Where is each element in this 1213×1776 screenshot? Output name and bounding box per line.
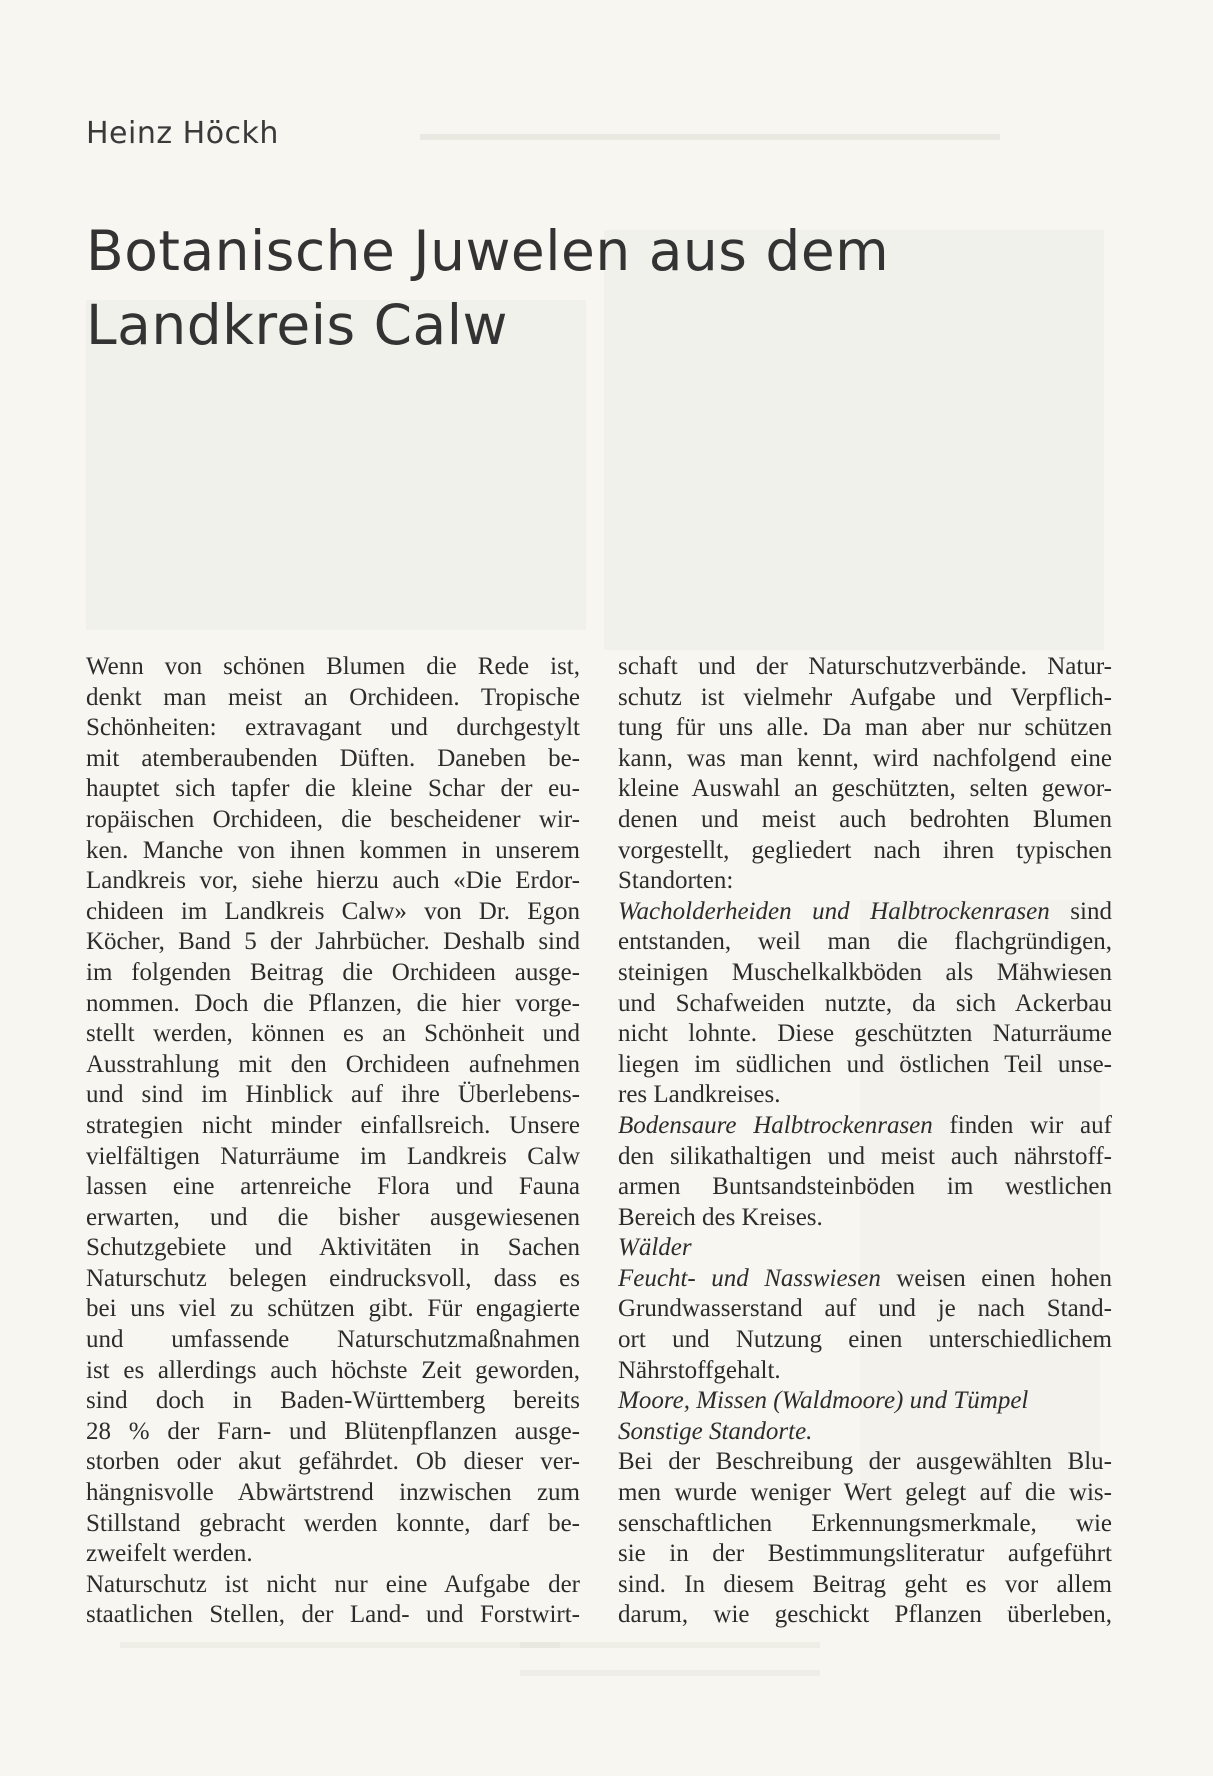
line-text: schutz ist vielmehr Aufgabe und Verpflich- (618, 683, 1112, 711)
line-text: ropäischen Orchideen, die bescheidener wir- (86, 805, 580, 833)
text-line (618, 774, 1112, 805)
text-line (618, 989, 1112, 1020)
line-text: Naturschutz ist nicht nur eine Aufgabe der (86, 1570, 580, 1598)
body-column-right (618, 652, 1112, 1631)
text-line (86, 1019, 580, 1050)
line-text: Naturschutz belegen eindrucksvoll, dass es (86, 1264, 580, 1292)
line-text: steinigen Muschelkalkböden als Mähwiesen (618, 958, 1112, 986)
text-line (618, 836, 1112, 867)
text-line (618, 1172, 1112, 1203)
text-line (86, 836, 580, 867)
title-line: Landkreis Calw (86, 293, 508, 357)
line-text: im folgenden Beitrag die Orchideen ausge- (86, 958, 580, 986)
text-line (618, 1417, 1112, 1448)
italic-heading: Wälder (618, 1234, 692, 1262)
text-line (86, 1080, 580, 1111)
line-text: Bereich des Kreises. (618, 1203, 823, 1231)
line-text: res Landkreises. (618, 1081, 781, 1109)
line-text: staatlichen Stellen, der Land- und Forstwirt- (86, 1601, 580, 1629)
article-title (86, 214, 986, 362)
line-text: senschaftlichen Erkennungsmerkmale, wie (618, 1509, 1112, 1537)
text-line (86, 1417, 580, 1448)
line-text: kleine Auswahl an geschützten, selten gewor- (618, 775, 1112, 803)
line-text: und umfassende Naturschutzmaßnahmen (86, 1326, 580, 1354)
show-through-header-line (420, 134, 1000, 140)
line-text: Schutzgebiete und Aktivitäten in Sachen (86, 1234, 580, 1262)
text-line (86, 1386, 580, 1417)
line-text: nommen. Doch die Pflanzen, die hier vorge- (86, 989, 580, 1017)
line-text: vielfältigen Naturräume im Landkreis Calw (86, 1142, 580, 1170)
line-text: den silikathaltigen und meist auch nährstoff- (618, 1142, 1112, 1170)
line-text: Ausstrahlung mit den Orchideen aufnehmen (86, 1050, 580, 1078)
text-line (86, 1294, 580, 1325)
line-text: darum, wie geschickt Pflanzen überleben, (618, 1601, 1112, 1629)
text-line (618, 1478, 1112, 1509)
text-line (618, 1080, 1112, 1111)
text-line (618, 652, 1112, 683)
text-line (618, 713, 1112, 744)
text-line (86, 897, 580, 928)
line-text: lassen eine artenreiche Flora und Fauna (86, 1173, 580, 1201)
line-text: und sind im Hinblick auf ihre Überlebens- (86, 1081, 580, 1109)
line-text: sind (1049, 897, 1112, 925)
text-line (86, 1447, 580, 1478)
line-text: 28 % der Farn- und Blütenpflanzen ausge- (86, 1417, 580, 1445)
author-name: Heinz Höckh (86, 116, 279, 151)
text-line (86, 989, 580, 1020)
text-line (618, 1600, 1112, 1631)
line-text: finden wir auf (932, 1111, 1112, 1139)
text-line (618, 927, 1112, 958)
text-line (86, 1325, 580, 1356)
text-line (618, 683, 1112, 714)
text-line (618, 1264, 1112, 1295)
line-text: sie in der Bestimmungsliteratur aufgeführt (618, 1540, 1112, 1568)
line-text: entstanden, weil man die flachgründigen, (618, 928, 1112, 956)
italic-heading: Moore, Missen (Waldmoore) und Tümpel (618, 1387, 1029, 1415)
line-text: denen und meist auch bedrohten Blumen (618, 805, 1112, 833)
line-text: ort und Nutzung einen unterschiedlichem (618, 1326, 1112, 1354)
show-through-caption-2 (520, 1642, 820, 1648)
text-line (618, 897, 1112, 928)
line-text: Landkreis vor, siehe hierzu auch «Die Erdor- (86, 867, 580, 895)
text-line (618, 1050, 1112, 1081)
text-line (86, 1570, 580, 1601)
line-text: stellt werden, können es an Schönheit und (86, 1020, 580, 1048)
line-text: liegen im südlichen und östlichen Teil unse- (618, 1050, 1112, 1078)
text-line (618, 805, 1112, 836)
show-through-caption-3 (520, 1670, 820, 1676)
line-text: storben oder akut gefährdet. Ob dieser ver- (86, 1448, 580, 1476)
line-text: Wenn von schönen Blumen die Rede ist, (86, 653, 580, 680)
text-line (86, 1600, 580, 1631)
line-text: Grundwasserstand auf und je nach Stand- (618, 1295, 1112, 1323)
text-line (618, 1142, 1112, 1173)
text-line (86, 683, 580, 714)
text-line (618, 1386, 1112, 1417)
text-line (86, 1172, 580, 1203)
text-line (86, 927, 580, 958)
text-line (618, 1294, 1112, 1325)
text-line (618, 1019, 1112, 1050)
italic-heading: Bodensaure Halbtrockenrasen (618, 1111, 933, 1139)
text-line (86, 1264, 580, 1295)
line-text: ken. Manche von ihnen kommen in unserem (86, 836, 580, 864)
italic-heading: Feucht- und Nasswiesen (618, 1264, 881, 1292)
text-line (86, 1539, 580, 1570)
text-line (86, 1142, 580, 1173)
line-text: sind. In diesem Beitrag geht es vor allem (618, 1570, 1112, 1598)
text-line (86, 1356, 580, 1387)
line-text: sind doch in Baden-Württemberg bereits (86, 1387, 580, 1415)
line-text: erwarten, und die bisher ausgewiesenen (86, 1203, 580, 1231)
italic-heading: Sonstige Standorte. (618, 1417, 813, 1445)
line-text: chideen im Landkreis Calw» von Dr. Egon (86, 897, 580, 925)
text-line (618, 1570, 1112, 1601)
line-text: hauptet sich tapfer die kleine Schar der eu- (86, 775, 580, 803)
text-line (618, 1203, 1112, 1234)
body-column-left (86, 652, 580, 1631)
text-line (86, 713, 580, 744)
line-text: bei uns viel zu schützen gibt. Für engagierte (86, 1295, 580, 1323)
line-text: kann, was man kennt, wird nachfolgend eine (618, 744, 1112, 772)
line-text: weisen einen hohen (880, 1264, 1112, 1292)
text-line (618, 866, 1112, 897)
text-line (618, 1325, 1112, 1356)
text-line (86, 866, 580, 897)
line-text: tung für uns alle. Da man aber nur schützen (618, 714, 1112, 742)
line-text: Schönheiten: extravagant und durchgestylt (86, 714, 580, 742)
line-text: armen Buntsandsteinböden im westlichen (618, 1173, 1112, 1201)
line-text: zweifelt werden. (86, 1540, 253, 1568)
show-through-caption-1 (120, 1642, 560, 1648)
line-text: nicht lohnte. Diese geschützten Naturräume (618, 1020, 1112, 1048)
text-line (86, 774, 580, 805)
line-text: Köcher, Band 5 der Jahrbücher. Deshalb sind (86, 928, 580, 956)
line-text: Stillstand gebracht werden konnte, darf be- (86, 1509, 580, 1537)
line-text: Bei der Beschreibung der ausgewählten Blu- (618, 1448, 1112, 1476)
text-line (618, 1509, 1112, 1540)
text-line (86, 652, 580, 683)
text-line (86, 1111, 580, 1142)
text-line (86, 805, 580, 836)
line-text: und Schafweiden nutzte, da sich Ackerbau (618, 989, 1112, 1017)
text-line (86, 1233, 580, 1264)
line-text: denkt man meist an Orchideen. Tropische (86, 683, 580, 711)
title-line: Botanische Juwelen aus dem (86, 219, 890, 283)
line-text: Nährstoffgehalt. (618, 1356, 781, 1384)
line-text: strategien nicht minder einfallsreich. Unsere (86, 1111, 580, 1139)
line-text: hängnisvolle Abwärtstrend inzwischen zum (86, 1479, 580, 1507)
text-line (618, 1539, 1112, 1570)
line-text: vorgestellt, gegliedert nach ihren typischen (618, 836, 1112, 864)
text-line (618, 1111, 1112, 1142)
text-line (618, 1356, 1112, 1387)
text-line (618, 958, 1112, 989)
line-text: Standorten: (618, 867, 734, 895)
italic-heading: Wacholderheiden und Halbtrockenrasen (618, 897, 1050, 925)
text-line (618, 1233, 1112, 1264)
text-line (86, 958, 580, 989)
text-line (86, 744, 580, 775)
line-text: men wurde weniger Wert gelegt auf die wis- (618, 1479, 1112, 1507)
text-line (86, 1478, 580, 1509)
line-text: schaft und der Naturschutzverbände. Natur- (618, 653, 1112, 680)
text-line (86, 1509, 580, 1540)
line-text: ist es allerdings auch höchste Zeit geworden, (86, 1356, 580, 1384)
text-line (86, 1203, 580, 1234)
text-line (86, 1050, 580, 1081)
line-text: mit atemberaubenden Düften. Daneben be- (86, 744, 580, 772)
text-line (618, 1447, 1112, 1478)
text-line (618, 744, 1112, 775)
